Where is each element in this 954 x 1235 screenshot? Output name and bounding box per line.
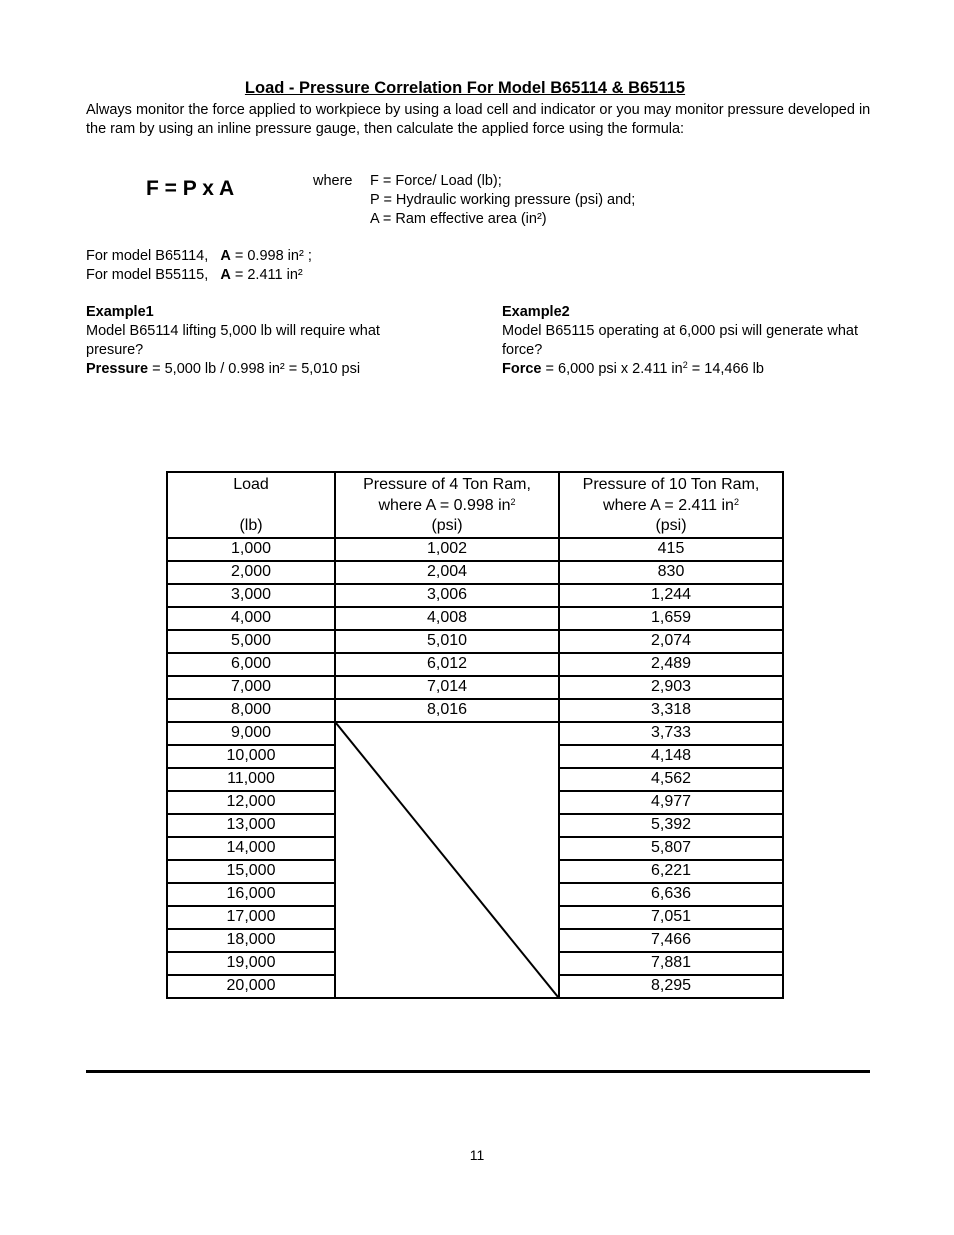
example2-text: Model B65115 operating at 6,000 psi will generate what force? (502, 323, 859, 358)
load-cell: 11,000 (167, 768, 335, 791)
pressure-10ton-cell: 3,733 (559, 722, 783, 745)
load-cell: 9,000 (167, 722, 335, 745)
header-10-ton: Pressure of 10 Ton Ram, where A = 2.411 $in^2$ (psi) (559, 472, 783, 538)
pressure-10ton-cell: 6,221 (559, 860, 783, 883)
pressure-10ton-cell: 1,244 (559, 584, 783, 607)
pressure-10ton-cell: 830 (559, 561, 783, 584)
pressure-4ton-cell: 1,002 (335, 538, 559, 561)
table-row (167, 538, 783, 561)
pressure-10ton-cell: 4,562 (559, 768, 783, 791)
pressure-10ton-cell: 8,295 (559, 975, 783, 998)
intro-paragraph: Always monitor the force applied to workpiece by using a load cell and indicator or you may monitor pressure developed in the ram by using an inline pressure gauge, then calculate the applied force using the formula: (86, 102, 871, 137)
table-row (167, 722, 783, 745)
pressure-10ton-cell: 1,659 (559, 607, 783, 630)
example1 (86, 303, 426, 379)
pressure-4ton-cell: 3,006 (335, 584, 559, 607)
pressure-10ton-cell: 2,074 (559, 630, 783, 653)
pressure-4ton-cell: 8,016 (335, 699, 559, 722)
table-row (167, 561, 783, 584)
header-load: Load (lb) (167, 472, 335, 538)
load-cell: 4,000 (167, 607, 335, 630)
pressure-10ton-cell: 7,051 (559, 906, 783, 929)
where-label: where (313, 173, 353, 189)
load-cell: 1,000 (167, 538, 335, 561)
load-cell: 10,000 (167, 745, 335, 768)
model-area-line: For model B65114, A = 0.998 in² ; (86, 248, 312, 264)
load-cell: 20,000 (167, 975, 335, 998)
legend-line: A = Ram effective area (in²) (370, 211, 547, 227)
pressure-4ton-cell: 7,014 (335, 676, 559, 699)
load-pressure-table (166, 471, 784, 999)
load-cell: 14,000 (167, 837, 335, 860)
example2 (502, 303, 862, 379)
table-row (167, 584, 783, 607)
pressure-10ton-cell: 5,807 (559, 837, 783, 860)
load-cell: 3,000 (167, 584, 335, 607)
diagonal-line (336, 723, 558, 997)
model-area-line: For model B55115, A = 2.411 in² (86, 267, 303, 283)
pressure-10ton-cell: 2,903 (559, 676, 783, 699)
formula-legend (370, 172, 635, 229)
table-header-row (167, 472, 783, 538)
table-row (167, 699, 783, 722)
load-cell: 2,000 (167, 561, 335, 584)
pressure-4ton-cell: 5,010 (335, 630, 559, 653)
pressure-4ton-cell: 2,004 (335, 561, 559, 584)
table-row (167, 653, 783, 676)
footer-rule (86, 1070, 870, 1073)
legend-line: P = Hydraulic working pressure (psi) and; (370, 192, 636, 208)
pressure-4ton-cell: 4,008 (335, 607, 559, 630)
page-title: Load - Pressure Correlation For Model B65114 & B65115 (244, 79, 686, 97)
load-cell: 15,000 (167, 860, 335, 883)
pressure-10ton-cell: 6,636 (559, 883, 783, 906)
load-cell: 18,000 (167, 929, 335, 952)
pressure-10ton-cell: 7,881 (559, 952, 783, 975)
load-cell: 19,000 (167, 952, 335, 975)
pressure-10ton-cell: 3,318 (559, 699, 783, 722)
load-cell: 5,000 (167, 630, 335, 653)
load-cell: 16,000 (167, 883, 335, 906)
header-4-ton: Pressure of 4 Ton Ram, where A = 0.998 $in^2$ (psi) (335, 472, 559, 538)
load-cell: 6,000 (167, 653, 335, 676)
legend-line: F = Force/ Load (lb); (370, 173, 502, 189)
table-body (167, 538, 783, 998)
table-row (167, 607, 783, 630)
pressure-10ton-cell: 2,489 (559, 653, 783, 676)
table-row (167, 630, 783, 653)
example2-result: Force = 6,000 psi x 2.411 $in^2 = 14,466$ lb (502, 360, 764, 377)
load-cell: 8,000 (167, 699, 335, 722)
example2-heading: Example2 (502, 304, 570, 320)
pressure-10ton-cell: 4,977 (559, 791, 783, 814)
example1-result: Pressure = 5,000 lb / 0.998 in² = 5,010 psi (86, 361, 361, 377)
pressure-10ton-cell: 7,466 (559, 929, 783, 952)
example1-heading: Example1 (86, 304, 154, 320)
table-row (167, 676, 783, 699)
pressure-4ton-cell: 6,012 (335, 653, 559, 676)
load-cell: 12,000 (167, 791, 335, 814)
load-cell: 17,000 (167, 906, 335, 929)
load-cell: 13,000 (167, 814, 335, 837)
example1-text: Model B65114 lifting 5,000 lb will require what presure? (86, 323, 380, 358)
load-cell: 7,000 (167, 676, 335, 699)
page-number: 11 (469, 1147, 485, 1163)
pressure-10ton-cell: 5,392 (559, 814, 783, 837)
pressure-10ton-cell: 4,148 (559, 745, 783, 768)
formula: F = P x A (146, 177, 235, 200)
not-applicable-cell (335, 722, 559, 998)
pressure-10ton-cell: 415 (559, 538, 783, 561)
